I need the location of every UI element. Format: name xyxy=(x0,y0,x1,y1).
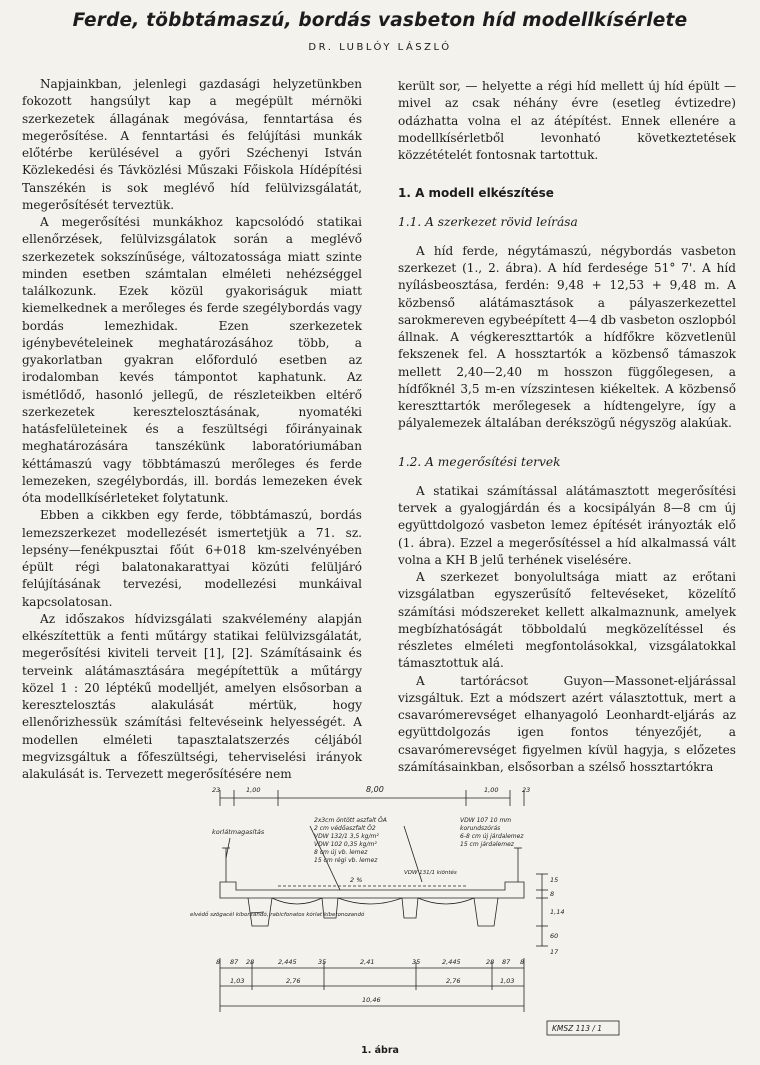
dim-label: 2,76 xyxy=(286,977,301,985)
subsection-heading: 1.2. A megerősítési tervek xyxy=(398,454,561,469)
dim-label: 28 xyxy=(246,958,255,966)
dim-label: 8 xyxy=(550,890,555,898)
dim-label: 2,41 xyxy=(360,958,375,966)
deck-slab xyxy=(220,882,524,898)
dim-label: 2,445 xyxy=(442,958,461,966)
dim-label: 60 xyxy=(550,932,559,940)
girder xyxy=(402,898,418,918)
dim-label: 1,00 xyxy=(246,786,261,794)
paragraph: A megerősítési munkákhoz kapcsolódó statikai ellenőrzések, felülvizsgálatok során a meglévő szerkezetek sokszínűsége, változatossága miatt szinte minden esetben számtalan elméleti nehézséggel találkozunk. Ezek közül gyakoriságuk miatt kiemelkednek a merőleges és ferde szegélybordás vagy bordás lemezhidak. Ezen szerkezetek igénybevételeinek meghatározásához több, a gyakorlatban gyakran előforduló esetben az irodalomban kevés támpontot kaphatunk. Az ismétlődő, hasonló jellegű, de részleteikben eltérő szerkezetek keresztelosztásának, nyomatéki hatásfelületeinek és a feszültségi főirányainak meghatározására tanszékünk laboratóriumában kéttámaszú vagy többtámaszú merőleges és ferde lemezeken, szegélybordás, ill. bordás lemezeken évek óta modellkísérleteket folytatunk. xyxy=(22,215,362,505)
right-column xyxy=(398,78,736,776)
dim-label: 8 xyxy=(216,958,221,966)
layer-label: VDW 102 0,35 kg/m² xyxy=(314,841,377,848)
paragraph: került sor, — helyette a régi híd mellett új híd épült — mivel az csak néhány évre (esetleg évtizedre) odázhatta volna el az átépítést. Ennek ellenére a modellkísérletből levonható következtetések közzétételét fontosnak tartottuk. xyxy=(398,79,736,162)
dim-label: 2,76 xyxy=(446,977,461,985)
dim-label: 23 xyxy=(212,786,221,794)
bridge-cross-section-figure xyxy=(190,778,750,1038)
dim-label: 28 xyxy=(486,958,495,966)
dim-label: 2,445 xyxy=(278,958,297,966)
dim-label: 1,14 xyxy=(550,908,565,916)
subsection-heading: 1.1. A szerkezet rövid leírása xyxy=(398,214,578,229)
dim-label: 8,00 xyxy=(366,785,384,794)
paragraph: A szerkezet bonyolultsága miatt az erőtani vizsgálatban egyszerűsítő feltevéseket, közelítő számítási módszereket kellett alkalmaznunk, amelyek megbízhatóságát többoldalú megközelítéssel és részletes elméleti megfontolásokkal, vizsgálatokkal támasztottuk alá. xyxy=(398,570,736,671)
left-column xyxy=(22,76,362,783)
layer-label: 15 cm járdalemez xyxy=(460,841,514,848)
dim-label: 87 xyxy=(230,958,239,966)
article-title: Ferde, többtámaszú, bordás vasbeton híd modellkísérlete xyxy=(72,10,688,31)
layer-label: korundszórás xyxy=(460,825,501,832)
layer-label: 8 cm új vb. lemez xyxy=(314,849,368,856)
dim-label: 35 xyxy=(412,958,421,966)
total-width-label: 10,46 xyxy=(362,996,381,1004)
paragraph: A híd ferde, négytámaszú, négybordás vasbeton szerkezet (1., 2. ábra). A híd ferdesége 51° 7'. A híd nyílásbeosztása, ferdén: 9,48 + 12,53 + 9,48 m. A közbenső alátámasztások a pályaszerkezettel sarokmereven egybeépített 4—4 db vasbeton oszlopból állnak. A végkereszttartók a hídfőkre közvetlenül fekszenek fel. A hossztartók a közbenső támaszok mellett 2,40—2,40 m hosszon függőlegesen, a hídfőknél 3,5 m-en vízszintesen kiékeltek. A közbenső kereszttartók merőlegesek a hídtengelyre, így a pályalemezek általában derékszögű négyszög alakúak. xyxy=(398,243,736,431)
kiont-label: VDW 131/1 kiöntés xyxy=(404,870,457,876)
layer-label: VDW 107 10 mm xyxy=(460,817,512,824)
dim-label: 1,03 xyxy=(230,977,245,985)
paragraph: A statikai számítással alátámasztott megerősítési tervek a gyalogjárdán és a kocsipályán 8—8 cm új együttdolgozó vasbeton lemez építését irányozták elő (1. ábra). Ezzel a megerősítéssel a híd alkalmassá vált volna a KH B jelű terhének viselésére. xyxy=(398,483,736,567)
dim-label: 15 xyxy=(550,876,559,884)
paragraph: Napjainkban, jelenlegi gazdasági helyzetünkben fokozott hangsúlyt kap a megépült mérnöki szerkezetek állagának megóvása, fenntartása és megerősítése. A fenntartási és felújítási munkák előtérbe kerülésével a győri Széchenyi István Közlekedési és Távközlési Műszaki Főiskola Hídépítési Tanszékén is sok meglévő híd felülvizsgálatát, megerősítését terveztük. xyxy=(22,77,362,212)
dim-label: 1,03 xyxy=(500,977,515,985)
dim-label: 8 xyxy=(520,958,525,966)
paragraph: Az időszakos hídvizsgálati szakvélemény alapján elkészítettük a fenti műtárgy statikai felülvizsgálatát, megerősítési kiviteli terveit [1], [2]. Számításaink és terveink alátámasztására megépítettük a műtárgy közel 1 : 20 léptékű modelljét, amelyen elsősorban a keresztelosztás alakulását mértük, hogy ellenőrizhessük számítási feltevéseink helyességét. A modellen elméleti tapasztalatszerzés céljából megvizsgáltuk a főfeszültségi, teherviselési irányok alakulását is. Tervezett megerősítésére nem xyxy=(22,611,362,781)
layer-label: 2x3cm öntött aszfalt ÖA xyxy=(314,817,387,824)
stamp-text: KMSZ 113 / 1 xyxy=(552,1024,603,1033)
paragraph: Ebben a cikkben egy ferde, többtámaszú, bordás lemezszerkezet modellezését ismertetjük a 71. sz. lepsény—fenékpusztai főút 6+018 km-szelvényében épült régi balatonakarattyai közúti felüljáró felújításának tervezési, modellezési munkáival kapcsolatosan. xyxy=(22,508,362,609)
layer-label: 2 cm védőaszfalt Ö2 xyxy=(314,825,376,832)
dim-label: 17 xyxy=(550,948,559,956)
dim-label: 35 xyxy=(318,958,327,966)
paragraph: A tartórácsot Guyon—Massonet-eljárással vizsgáltuk. Ezt a módszert azért választottuk, mert a csavarómerevséget elhanyagoló Leonhardt-eljárás az együttdolgozás igen fontos tényezőjét, a csavarómerevséget figyelmen kívül hagyja, s előzetes számításainkban, elsősorban a szélső hossztartókra xyxy=(398,673,736,774)
layer-label: 6-8 cm új járdalemez xyxy=(460,833,524,840)
section-heading: 1. A modell elkészítése xyxy=(398,186,554,201)
beam-note: elvédő szögacél kibontandó, rabicfonatos kórlat kibetonozandó xyxy=(190,912,365,918)
article-author: DR. LUBLÓY LÁSZLÓ xyxy=(308,42,452,53)
layer-label: VDW 132/1 3,5 kg/m² xyxy=(314,833,379,840)
layer-label: 15 cm régi vb. lemez xyxy=(314,857,378,864)
figure-caption: 1. ábra xyxy=(361,1045,399,1056)
dim-label: 1,00 xyxy=(484,786,499,794)
dim-label: 87 xyxy=(502,958,511,966)
dim-label: 23 xyxy=(522,786,531,794)
cross-section-drawing xyxy=(190,778,750,1038)
slope-label: 2 % xyxy=(350,876,363,884)
railing-label: korlátmagasítás xyxy=(212,828,265,836)
girder xyxy=(474,898,498,926)
